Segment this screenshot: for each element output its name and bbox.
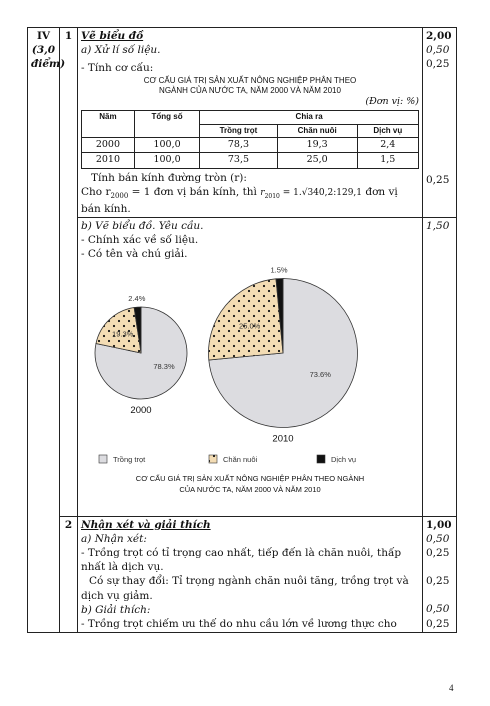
q2-a-score: 0,50 [426,532,450,545]
h-c: Dịch vụ [357,124,418,137]
q2-p1-score: 0,25 [426,547,450,560]
legend-swatch [317,455,325,463]
cell-year: 2010 [82,153,135,168]
q1-scores-b [423,217,457,516]
q1-heading: Vẽ biểu đồ [81,30,144,42]
table-row [82,138,419,153]
q1-row-a [28,28,457,218]
radius-line [81,185,419,202]
cell-total: 100,0 [134,138,199,153]
data-table [81,110,419,168]
h-total: Tổng số [134,111,199,138]
legend-swatch [99,455,107,463]
cell-c: 1,5 [357,153,418,168]
section-num: IV [36,30,51,42]
q1-a-label: a) Xử lí số liệu. [81,44,161,57]
cell-a: 78,3 [200,138,277,153]
q1-num: 1 [60,28,78,517]
radius-text-c: đơn vị [362,185,398,198]
table-row [82,153,419,168]
q2-score: 1,00 [426,518,452,531]
page-number: 4 [449,683,454,693]
q2-p3-score: 0,25 [426,617,450,630]
q2-p1: - Trồng trọt có tỉ trọng cao nhất, tiếp đến là chăn nuôi, thấp nhất là dịch vụ. [81,547,402,574]
cell-b: 25,0 [277,153,357,168]
legend-label: Trồng trọt [113,455,146,465]
q1-calc-score: 0,25 [426,58,450,71]
q2-p2: Có sự thay đổi: Tỉ trọng ngành chăn nuôi tăng, trồng trọt và dịch vụ giảm. [81,575,409,602]
cell-a: 73,5 [200,153,277,168]
chart-caption [81,473,419,496]
table-unit: (Đơn vị: %) [365,95,419,107]
slice-label-2010-0: 73.6% [309,370,331,380]
radius-sub: 2000 [110,192,129,201]
h-year: Năm [82,111,135,138]
q2-b-label: b) Giải thích: [81,603,151,616]
section-points-1: (3,0 [31,44,56,57]
req-2: - Có tên và chú giải. [81,248,188,261]
radius-formula-sub: 2010 [264,193,280,201]
q1-scores-a [423,28,457,218]
radius-text-d: bán kính. [81,202,131,215]
legend-label: Dịch vụ [331,455,357,465]
cell-year: 2000 [82,138,135,153]
cell-c: 2,4 [357,138,418,153]
pie-slice-2010-1 [208,279,283,360]
h-a: Trồng trọt [200,124,277,137]
q2-content [78,516,423,632]
radius-text-b: = 1 đơn vị bán kính, thì [128,185,261,198]
q2-p3: - Trồng trọt chiếm ưu thế do nhu cầu lớn về lương thực cho [81,617,397,630]
q2-row [28,516,457,632]
q1-calc-label: - Tính cơ cấu: [81,62,154,75]
pie-year-label: 2010 [272,433,294,445]
q1-a-score: 0,50 [426,44,450,57]
radius-formula-b: = 1.√340,2:129,1 [279,187,363,198]
table-title-2: NGÀNH CỦA NƯỚC TA, NĂM 2000 VÀ NĂM 2010 [159,85,341,95]
slice-label-2000-1: 19.3% [112,329,134,339]
req-1: - Chính xác về số liệu. [81,233,199,246]
q2-p2-score: 0,25 [426,575,450,588]
slice-label-2000-2: 2.4% [128,294,146,304]
q1-row-b [28,217,457,516]
radius-formula: r [260,187,265,198]
q2-heading: Nhận xét và giải thích [81,518,211,531]
chart-caption-1: CƠ CẤU GIÁ TRỊ SẢN XUẤT NÔNG NGHIỆP PHÂN THEO NGÀNH [135,474,365,484]
q1-content-b [78,217,423,516]
cell-b: 19,3 [277,138,357,153]
pie-chart [81,263,451,473]
q2-num: 2 [60,516,78,632]
slice-label-2010-1: 25.0% [239,321,261,331]
slice-label-2010-2: 1.5% [270,265,288,275]
radius-text-a: Cho r [81,185,111,198]
slice-label-2000-0: 78.3% [153,362,175,372]
chart-caption-2: CỦA NƯỚC TA, NĂM 2000 VÀ NĂM 2010 [179,485,321,495]
table-title-1: CƠ CẤU GIÁ TRỊ SẢN XUẤT NÔNG NGHIỆP PHÂN THEO [143,75,357,85]
cell-total: 100,0 [134,153,199,168]
q1-content-a [78,28,423,218]
h-split: Chia ra [200,111,419,124]
q2-scores [423,516,457,632]
legend-swatch [209,455,217,463]
q2-b-score: 0,50 [426,603,450,616]
section-points-2: điểm) [31,58,66,71]
q1-score: 2,00 [426,30,452,42]
pie-year-label: 2000 [130,405,152,417]
radius-label: Tính bán kính đường tròn (r): [91,171,247,184]
answer-table [27,27,457,633]
q2-a-label: a) Nhận xét: [81,532,147,545]
h-b: Chăn nuôi [277,124,357,137]
q1-radius-score: 0,25 [426,173,450,186]
q1-b-score: 1,50 [426,219,450,232]
q1-b-label: b) Vẽ biểu đồ. Yêu cầu. [81,219,204,232]
section-cell [28,28,66,633]
legend-label: Chăn nuôi [223,455,258,465]
